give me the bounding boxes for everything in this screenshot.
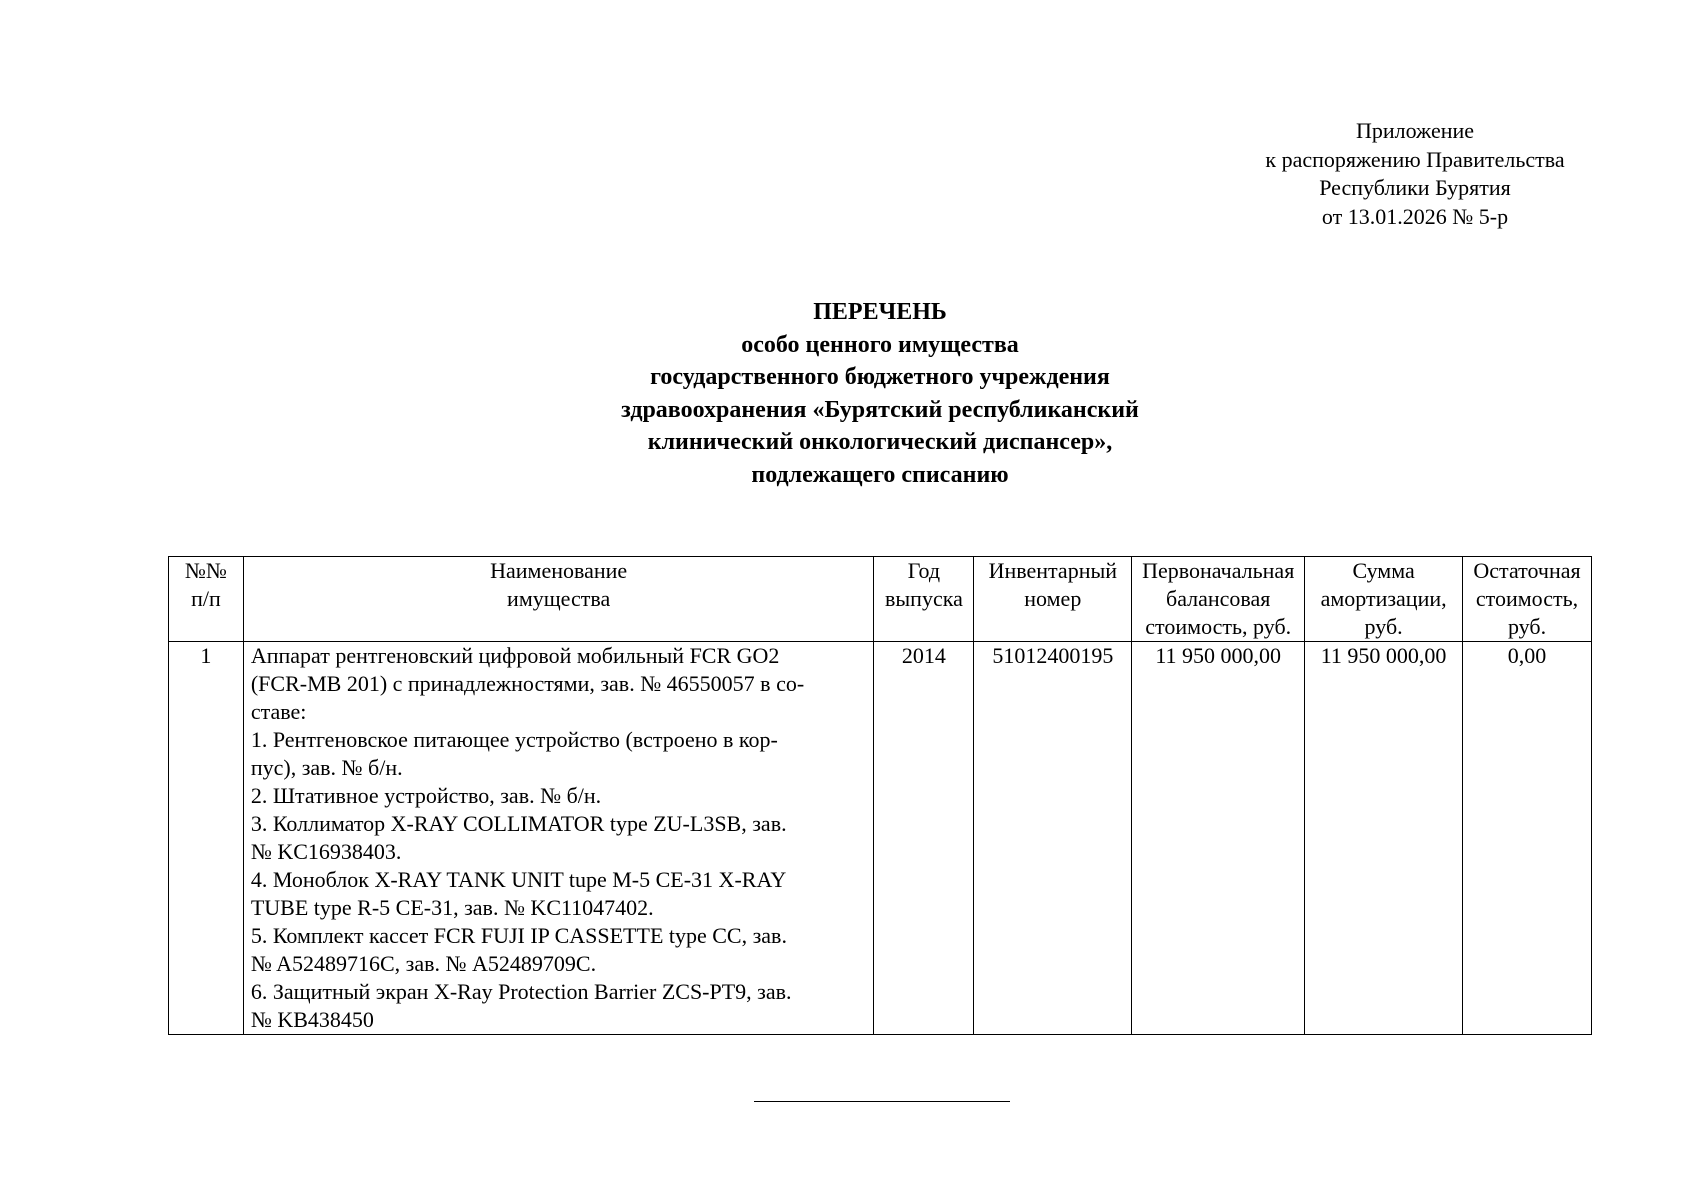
appendix-line: от 13.01.2026 № 5-р (1321, 203, 1509, 229)
table-row (169, 642, 1592, 1035)
document-title (480, 296, 1280, 491)
table-header-row (169, 557, 1592, 642)
appendix-line: Республики Бурятия (1319, 175, 1511, 200)
header-name: Наименование имущества (243, 557, 874, 642)
title-line: подлежащего списанию (751, 461, 1009, 488)
header-depreciation: Сумма амортизации, руб. (1305, 557, 1463, 642)
cell-name: Аппарат рентгеновский цифровой мобильный FCR GO2 (FCR-MB 201) с принадлежностями, зав. № 46550057 в со- ставе: 1. Рентгеновское питающее устройство (встроено в кор- пус), зав. № б/н. 2. Штативное устройство, зав. № б/н. 3. Коллиматор X-RAY COLLIMATOR type ZU-L3SB, зав. № KC16938403. 4. Моноблок X-RAY TANK UNIT tupe M-5 CE-31 X-RAY TUBE type R-5 CE-31, зав. № KC11047402. 5. Комплект кассет FCR FUJI IP CASSETTE type CC, зав. № A52489716C, зав. № A52489709C. 6. Защитный экран X-Ray Protection Barrier ZCS-PT9, зав. № KB438450 (243, 642, 874, 1035)
title-line: здравоохранения «Бурятский республиканский (621, 396, 1139, 423)
header-residual: Остаточная стоимость, руб. (1463, 557, 1592, 642)
header-year: Год выпуска (874, 557, 974, 642)
header-initial-cost: Первоначальная балансовая стоимость, руб. (1132, 557, 1305, 642)
footer-divider (754, 1101, 1010, 1102)
title-line: ПЕРЕЧЕНЬ (813, 299, 947, 325)
header-inventory: Инвентарный номер (974, 557, 1132, 642)
title-line: государственного бюджетного учреждения (650, 364, 1110, 390)
title-line: клинический онкологический диспансер», (647, 429, 1113, 455)
appendix-line: к распоряжению Правительства (1265, 146, 1565, 172)
title-line: особо ценного имущества (741, 331, 1019, 358)
cell-depreciation: 11 950 000,00 (1305, 642, 1463, 1035)
cell-inventory: 51012400195 (974, 642, 1132, 1035)
cell-residual: 0,00 (1463, 642, 1592, 1035)
property-table (168, 556, 1592, 1035)
cell-number: 1 (169, 642, 244, 1035)
appendix-line: Приложение (1355, 118, 1475, 143)
cell-year: 2014 (874, 642, 974, 1035)
appendix-block (1240, 117, 1590, 231)
header-number: №№ п/п (169, 557, 244, 642)
cell-initial-cost: 11 950 000,00 (1132, 642, 1305, 1035)
